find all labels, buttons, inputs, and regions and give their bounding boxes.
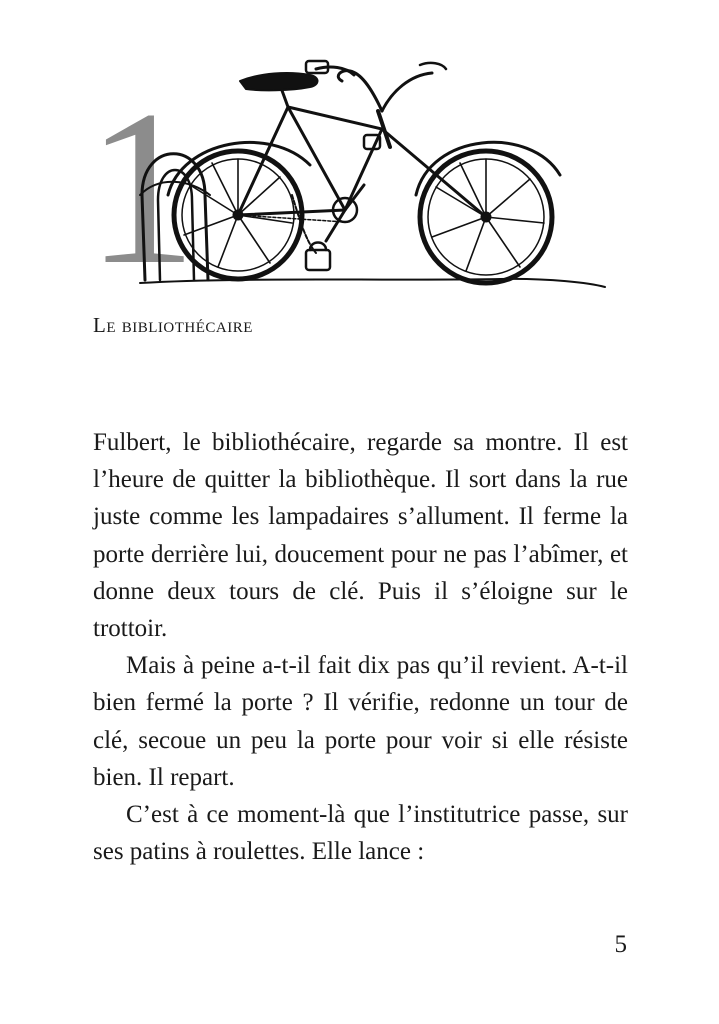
paragraph: C’est à ce moment-là que l’institutrice passe, sur ses patins à roulettes. Elle lance :: [93, 801, 628, 866]
chapter-number: 1: [86, 65, 197, 311]
body-text: [93, 424, 628, 870]
page-number: 5: [614, 931, 627, 958]
chapter-header: [0, 0, 719, 311]
paragraph: Fulbert, le bibliothécaire, regarde sa montre. Il est l’heure de quitter la bibliothèque. Il sort dans la rue juste comme les lampadaires s’allument. Il ferme la porte derrière lui, doucement pour ne pas l’abîmer, et donne deux tours de clé. Puis il s’éloigne sur le trottoir.: [93, 429, 628, 643]
chapter-title: Le bibliothécaire: [93, 313, 253, 337]
bicycle-illustration: [120, 45, 620, 295]
paragraph: Mais à peine a-t-il fait dix pas qu’il revient. A-t-il bien fermé la porte ? Il vérifie, redonne un tour de clé, secoue un peu la porte pour voir si elle résiste bien. Il repart.: [93, 652, 628, 791]
